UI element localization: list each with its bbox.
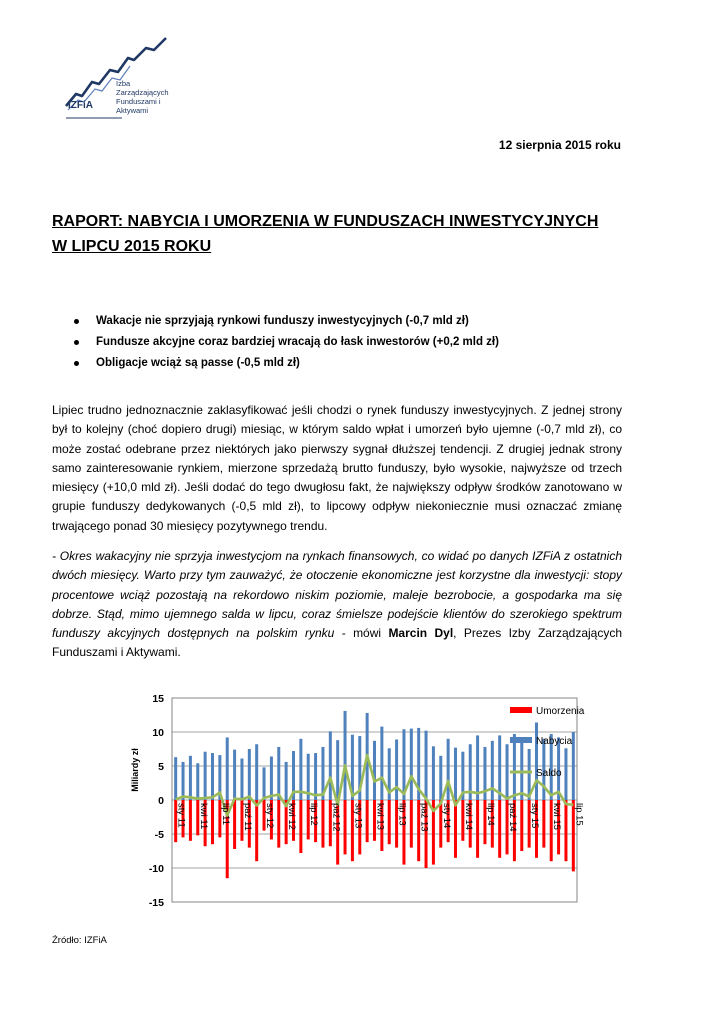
bar-umorzenia xyxy=(410,800,413,848)
bar-nabycia xyxy=(432,746,435,800)
bar-nabycia xyxy=(425,731,428,800)
bar-nabycia xyxy=(263,767,266,800)
bar-nabycia xyxy=(277,747,280,800)
x-tick-label: kwi 14 xyxy=(462,803,474,830)
quote-speaker: Marcin Dyl xyxy=(388,626,454,641)
izfia-logo xyxy=(62,34,182,124)
bar-umorzenia xyxy=(454,800,457,858)
x-tick-label: sty 14 xyxy=(440,803,452,829)
bar-nabycia xyxy=(535,722,538,800)
x-tick-label: lip 13 xyxy=(396,803,408,826)
y-axis-label: Miliardy zł xyxy=(130,748,140,792)
bar-nabycia xyxy=(189,756,192,800)
bar-nabycia xyxy=(476,735,479,800)
x-tick-label: kwi 15 xyxy=(551,803,563,830)
legend-umorzenia-swatch xyxy=(510,707,532,713)
bar-nabycia xyxy=(454,748,457,800)
x-tick-label: paź 12 xyxy=(330,803,342,832)
bar-nabycia xyxy=(513,734,516,800)
y-tick-label: 15 xyxy=(152,693,164,705)
bar-nabycia xyxy=(410,729,413,800)
bar-nabycia xyxy=(572,732,575,800)
bar-nabycia xyxy=(204,752,207,800)
bar-nabycia xyxy=(255,744,258,800)
source-note: Źródło: IZFiA xyxy=(52,935,107,946)
bar-nabycia xyxy=(226,737,229,800)
y-tick-label: -5 xyxy=(154,829,164,841)
key-point: Fundusze akcyjne coraz bardziej wracają do łask inwestorów (+0,2 mld zł) xyxy=(74,332,499,353)
x-tick-label: lip 15 xyxy=(573,803,585,826)
report-date: 12 sierpnia 2015 roku xyxy=(498,138,621,152)
quote-speaker-role: , Prezes Izby Zarządzających Funduszami i Aktywami. xyxy=(52,626,623,660)
key-point: Wakacje nie sprzyjają rynkowi funduszy inwestycyjnych (-0,7 mld zł) xyxy=(74,311,499,332)
bar-nabycia xyxy=(174,757,177,800)
key-point: Obligacje wciąż są passe (-0,5 mld zł) xyxy=(74,353,499,374)
bar-umorzenia xyxy=(344,800,347,854)
bar-nabycia xyxy=(336,740,339,800)
flows-chart-svg xyxy=(124,690,594,915)
y-tick-label: 0 xyxy=(158,795,164,807)
bar-umorzenia xyxy=(542,800,545,848)
x-tick-label: kwi 13 xyxy=(374,803,386,830)
bar-nabycia xyxy=(285,762,288,800)
quote-says: - mówi xyxy=(334,626,389,641)
bar-nabycia xyxy=(233,750,236,800)
bar-umorzenia xyxy=(211,800,214,844)
x-tick-label: sty 15 xyxy=(529,803,541,829)
bar-nabycia xyxy=(248,749,251,800)
x-tick-label: sty 12 xyxy=(264,803,276,829)
x-tick-label: lip 14 xyxy=(484,803,496,826)
bar-umorzenia xyxy=(299,800,302,853)
bar-umorzenia xyxy=(255,800,258,861)
bar-umorzenia xyxy=(520,800,523,851)
bar-nabycia xyxy=(196,763,199,800)
bar-umorzenia xyxy=(498,800,501,858)
bar-nabycia xyxy=(439,756,442,800)
x-tick-label: sty 11 xyxy=(175,803,187,828)
logo-line-1: Izba Zarządzających xyxy=(116,79,169,97)
x-tick-label: sty 13 xyxy=(352,803,364,829)
bar-nabycia xyxy=(506,744,509,800)
bar-umorzenia xyxy=(388,800,391,844)
bar-nabycia xyxy=(491,741,494,800)
legend-nabycia-swatch xyxy=(510,737,532,743)
key-points-list xyxy=(74,311,499,374)
x-tick-label: lip 11 xyxy=(219,803,231,826)
bar-nabycia xyxy=(314,753,317,800)
y-tick-label: 5 xyxy=(158,761,164,773)
bar-umorzenia xyxy=(189,800,192,841)
bar-umorzenia xyxy=(321,800,324,848)
bar-nabycia xyxy=(211,753,214,800)
bar-umorzenia xyxy=(564,800,567,861)
y-tick-label: 10 xyxy=(152,727,164,739)
bar-umorzenia xyxy=(233,800,236,849)
legend-umorzenia-label: Umorzenia xyxy=(536,706,585,717)
bar-umorzenia xyxy=(277,800,280,848)
bar-nabycia xyxy=(240,759,243,800)
bar-umorzenia xyxy=(476,800,479,858)
bar-umorzenia xyxy=(366,800,369,842)
logo-line-2: Funduszami i Aktywami xyxy=(116,97,161,115)
report-title xyxy=(52,209,652,259)
bar-nabycia xyxy=(373,741,376,800)
bar-nabycia xyxy=(564,748,567,800)
x-tick-label: kwi 11 xyxy=(197,803,209,830)
y-tick-label: -10 xyxy=(148,863,164,875)
bar-nabycia xyxy=(380,727,383,800)
x-tick-label: paź 14 xyxy=(507,803,519,832)
bar-nabycia xyxy=(498,735,501,800)
y-tick-label: -15 xyxy=(148,897,164,909)
x-tick-label: lip 12 xyxy=(308,803,320,826)
quote-text: - Okres wakacyjny nie sprzyja inwestycjom na rynkach finansowych, co widać po danych IZFiA z ostatnich dwóch miesięcy. Warto przy tym zauważyć, że otoczenie ekonomiczne jest korzystne dla inwestycji: stopy procentowe wciąż pozostają na rekordowo niskim poziomie, maleje bezrobocie, a gospodarka ma się dobrze. Stąd, mimo ujemnego salda w lipcu, coraz śmielsze podejście klientów do szerokiego spektrum funduszy akcyjnych dostępnych na polskim rynku xyxy=(52,549,622,641)
x-tick-label: paź 13 xyxy=(418,803,430,832)
legend-nabycia-label: Nabycia xyxy=(536,736,573,747)
title-line-1: RAPORT: NABYCIA I UMORZENIA W FUNDUSZACH INWESTYCYJNYCH xyxy=(52,213,599,230)
flows-chart xyxy=(124,690,594,915)
x-tick-label: kwi 12 xyxy=(286,803,298,830)
title-line-2: W LIPCU 2015 ROKU xyxy=(52,238,212,255)
bar-nabycia xyxy=(182,762,185,800)
bar-nabycia xyxy=(395,739,398,800)
x-tick-label: paź 11 xyxy=(241,803,253,831)
quote-paragraph xyxy=(52,547,622,663)
bar-nabycia xyxy=(270,756,273,800)
logo-abbr: IZFiA xyxy=(68,100,93,111)
bar-nabycia xyxy=(344,711,347,800)
bar-nabycia xyxy=(447,739,450,800)
intro-paragraph: Lipiec trudno jednoznacznie zaklasyfikować jeśli chodzi o rynek funduszy inwestycyjnych. Z jednej strony był to kolejny (choć dopiero drugi) miesiąc, w którym saldo wpłat i umorzeń było ujemne (-0,7 mld zł), co może zostać odebrane przez niektórych jako pierwszy sygnał dłuższej tendencji. Z drugiej jednak strony samo zainteresowanie rynkiem, mierzone sprzedażą brutto funduszy, było wysokie, najwyższe od trzech miesięcy (+10,0 mld zł). Jeśli dodać do tego dwugłosu fakt, że największy odpływ środków zanotowano w grupie funduszy dedykowanych (-0,5 mld zł), to lipcowy odpływ niekoniecznie musi oznaczać zmianę trwającego ponad 30 miesięcy pozytywnego trendu. xyxy=(52,403,622,533)
bar-nabycia xyxy=(329,731,332,800)
legend-saldo-label: Saldo xyxy=(536,768,562,779)
